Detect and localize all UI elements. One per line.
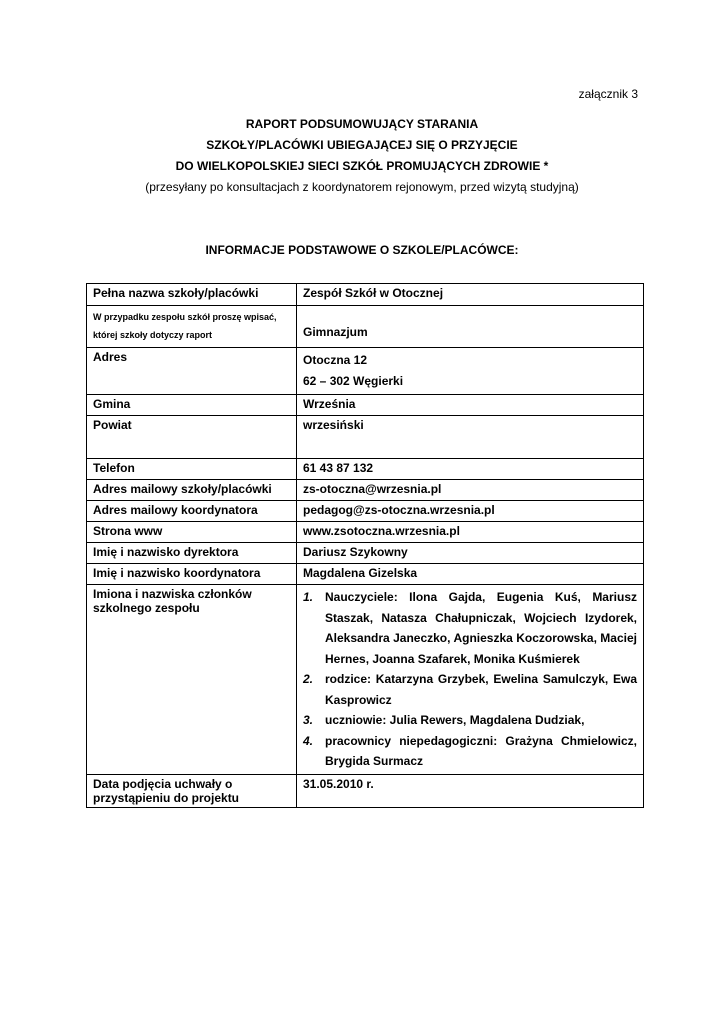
- address-line-1: Otoczna 12: [303, 353, 368, 367]
- resolution-date-label-line-2: przystąpieniu do projektu: [93, 790, 240, 805]
- address-value: [297, 348, 644, 395]
- table-row: [87, 306, 644, 348]
- table-row: [87, 459, 644, 480]
- list-item: [303, 710, 637, 731]
- table-row: [87, 480, 644, 501]
- team-note-line-2: której szkoły dotyczy raport: [93, 330, 213, 340]
- table-row: [87, 522, 644, 543]
- members-value: [297, 585, 644, 775]
- school-email-value: zs-otoczna@wrzesnia.pl: [297, 480, 644, 501]
- list-item-number: 1.: [303, 590, 314, 604]
- website-value: www.zsotoczna.wrzesnia.pl: [297, 522, 644, 543]
- director-value: Dariusz Szykowny: [297, 543, 644, 564]
- list-item-text: Nauczyciele: Ilona Gajda, Eugenia Kuś, Mariusz Staszak, Natasza Chałupniczak, Wojciech Izydorek, Aleksandra Janeczko, Agnieszka Koczorowska, Maciej Hernes, Joanna Szafarek, Monika Kuśmierek: [325, 590, 637, 666]
- list-item-number: 2.: [303, 672, 314, 686]
- title-line-3: DO WIELKOPOLSKIEJ SIECI SZKÓŁ PROMUJĄCYCH ZDROWIE *: [175, 159, 549, 173]
- team-note-label: [87, 306, 297, 348]
- school-info-table: [86, 283, 644, 808]
- resolution-date-label: [87, 774, 297, 807]
- list-item: [303, 669, 637, 710]
- school-name-value: Zespół Szkół w Otocznej: [297, 284, 644, 306]
- list-item-number: 4.: [303, 733, 314, 748]
- powiat-label: Powiat: [87, 416, 297, 459]
- list-item: [303, 731, 637, 772]
- list-item-text: rodzice: Katarzyna Grzybek, Ewelina Samulczyk, Ewa Kasprowicz: [325, 672, 637, 707]
- section-heading: INFORMACJE PODSTAWOWE O SZKOLE/PLACÓWCE:: [205, 243, 519, 257]
- resolution-date-label-line-1: Data podjęcia uchwały o: [93, 776, 233, 791]
- address-label: Adres: [87, 348, 297, 395]
- table-row: [87, 774, 644, 807]
- school-email-label: Adres mailowy szkoły/placówki: [87, 480, 297, 501]
- title-line-2: SZKOŁY/PLACÓWKI UBIEGAJĄCEJ SIĘ O PRZYJĘCIE: [206, 138, 518, 152]
- list-item-text: uczniowie: Julia Rewers, Magdalena Dudziak,: [325, 713, 585, 727]
- school-name-label: Pełna nazwa szkoły/placówki: [87, 284, 297, 306]
- list-item-number: 3.: [303, 713, 314, 727]
- phone-label: Telefon: [87, 459, 297, 480]
- annex-label: załącznik 3: [578, 87, 638, 101]
- team-note-line-1: W przypadku zespołu szkół proszę wpisać,: [93, 312, 277, 322]
- list-item-text: pracownicy niepedagogiczni: Grażyna Chmielowicz, Brygida Surmacz: [325, 733, 637, 768]
- website-label: Strona www: [87, 522, 297, 543]
- table-row: [87, 564, 644, 585]
- gmina-value: Września: [297, 395, 644, 416]
- table-row: [87, 585, 644, 775]
- table-row: [87, 416, 644, 459]
- members-label-line-1: Imiona i nazwiska członków: [93, 587, 252, 601]
- team-note-value: Gimnazjum: [297, 306, 644, 348]
- table-row: [87, 284, 644, 306]
- coordinator-email-label: Adres mailowy koordynatora: [87, 501, 297, 522]
- list-item: [303, 587, 637, 669]
- coordinator-email-value: pedagog@zs-otoczna.wrzesnia.pl: [297, 501, 644, 522]
- members-label: [87, 585, 297, 775]
- address-line-2: 62 – 302 Węgierki: [303, 374, 404, 388]
- powiat-value: wrzesiński: [297, 416, 644, 459]
- table-row: [87, 501, 644, 522]
- title-line-1: RAPORT PODSUMOWUJĄCY STARANIA: [245, 117, 479, 131]
- table-row: [87, 395, 644, 416]
- resolution-date-value: 31.05.2010 r.: [297, 774, 644, 807]
- coordinator-value: Magdalena Gizelska: [297, 564, 644, 585]
- members-label-line-2: szkolnego zespołu: [93, 601, 200, 615]
- subtitle: (przesyłany po konsultacjach z koordynatorem rejonowym, przed wizytą studyjną): [145, 180, 579, 194]
- director-label: Imię i nazwisko dyrektora: [87, 543, 297, 564]
- gmina-label: Gmina: [87, 395, 297, 416]
- members-list: [303, 587, 637, 772]
- table-row: [87, 348, 644, 395]
- phone-value: 61 43 87 132: [297, 459, 644, 480]
- table-row: [87, 543, 644, 564]
- coordinator-label: Imię i nazwisko koordynatora: [87, 564, 297, 585]
